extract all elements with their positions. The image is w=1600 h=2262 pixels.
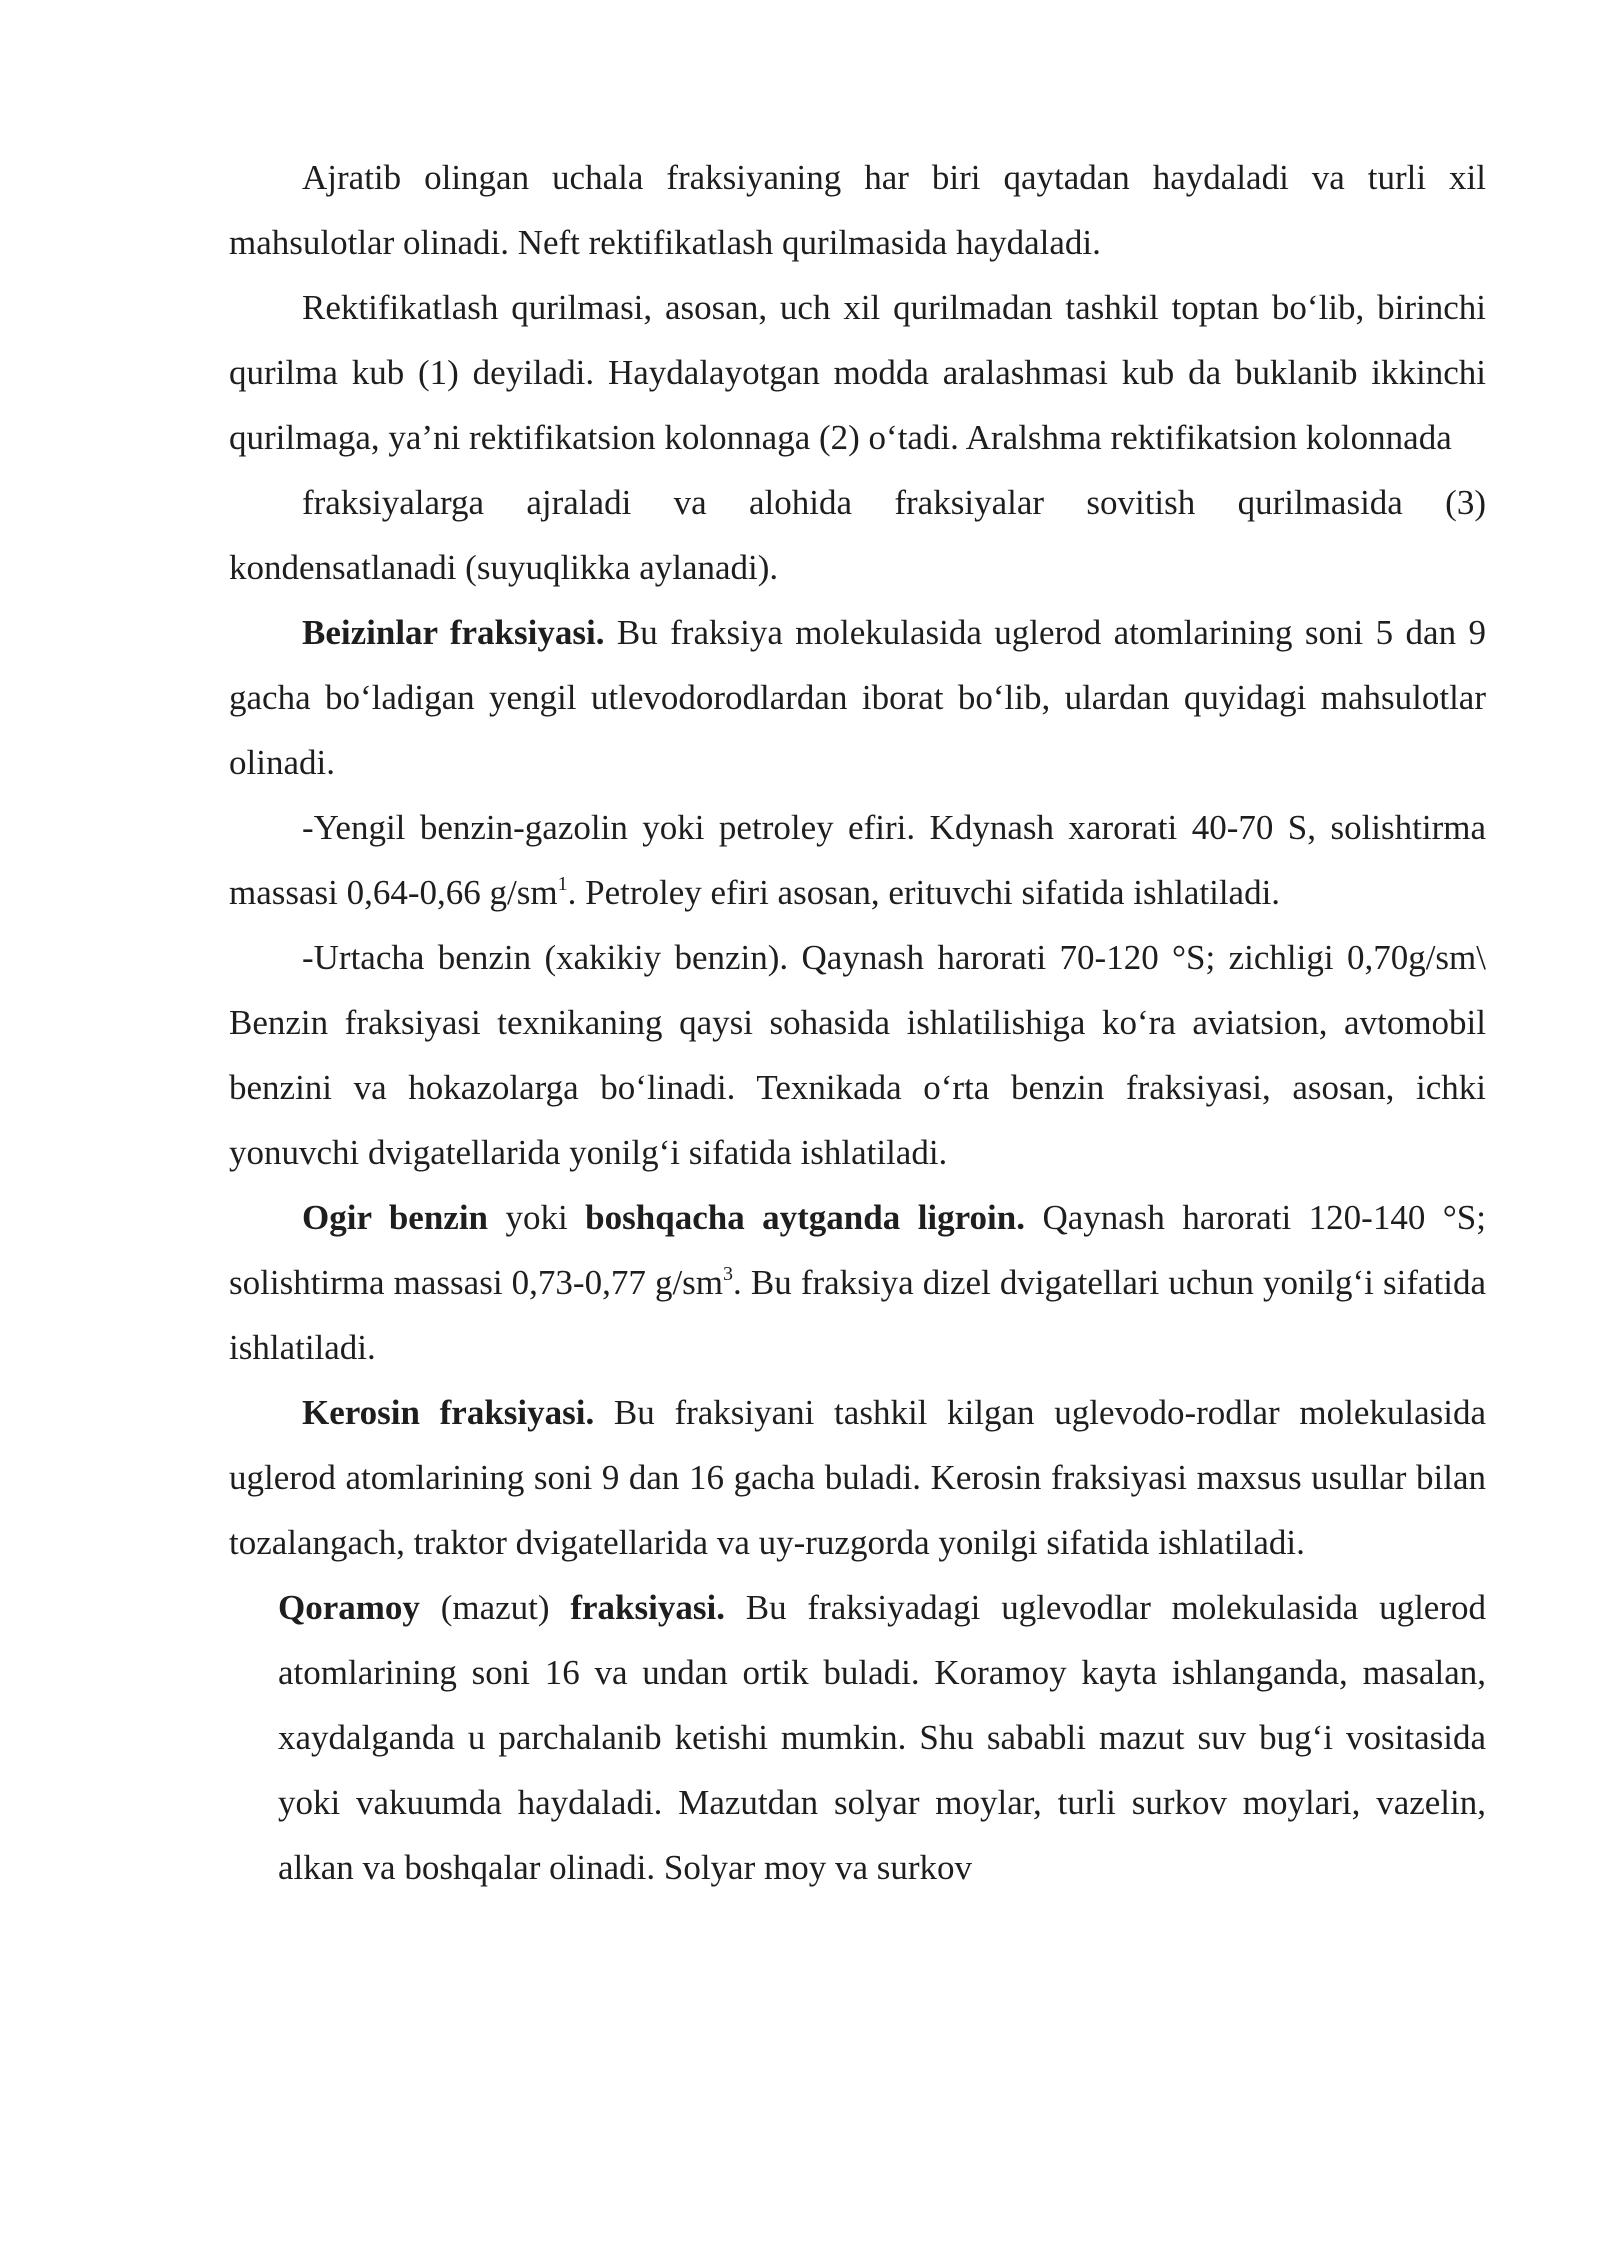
paragraph-light-benzine <box>229 795 1486 925</box>
paragraph-text: Ajratib olingan uchala fraksiyaning har biri qaytadan haydaladi va turli xil mahsulotlar olinadi. Neft rektifikatlash qurilmasida haydaladi. <box>229 158 1486 262</box>
superscript: 3 <box>723 1263 734 1285</box>
paragraph-text: yoki <box>488 1198 586 1237</box>
paragraph-text: . Petroley efiri asosan, erituvchi sifatida ishlatiladi. <box>567 873 1281 912</box>
term-heading: Qoramoy <box>278 1588 420 1627</box>
paragraph-mazut-fraction <box>278 1575 1486 1900</box>
paragraph-fractions-intro <box>229 145 1486 275</box>
document-body <box>229 145 1486 1900</box>
paragraph-text: -Urtacha benzin (xakikiy benzin). Qaynash harorati 70-120 °S; zichligi 0,70g/sm\ Benzin fraksiyasi texnikaning qaysi sohasida ishlatilishiga ko‘ra aviatsion, avtomobil benzini va hokazolarga bo‘linadi. Texnikada o‘rta benzin fraksiyasi, asosan, ichki yonuvchi dvigatellarida yonilg‘i sifatida ishlatiladi. <box>229 938 1486 1172</box>
paragraph-rectification-unit <box>229 275 1486 470</box>
paragraph-text: Bu fraksiyani tashkil kilgan uglevodo-rodlar molekulasida uglerod atomlarining soni 9 dan 16 gacha buladi. Kerosin fraksiyasi maxsus usullar bilan tozalangach, traktor dvigatellarida va uy-ruzgorda yonilgi sifatida ishlatiladi. <box>229 1393 1486 1562</box>
paragraph-medium-benzine <box>229 925 1486 1185</box>
term-heading: Ogir benzin <box>302 1198 489 1237</box>
paragraph-text: Rektifikatlash qurilmasi, asosan, uch xil qurilmadan tashkil toptan bo‘lib, birinchi qurilma kub (1) deyiladi. Haydalayotgan modda aralashmasi kub da buklanib ikkinchi qurilmaga, ya’ni rektifikatsion kolonnaga (2) o‘tadi. Aralshma rektifikatsion kolonnada <box>229 288 1486 457</box>
term-heading: Beizinlar fraksiyasi. <box>302 613 605 652</box>
paragraph-heavy-benzine <box>229 1185 1486 1380</box>
term-heading: Kerosin fraksiyasi. <box>302 1393 595 1432</box>
paragraph-text: . Bu fraksiya dizel dvigatellari uchun yonilg‘i sifatida ishlatiladi. <box>229 1263 1486 1367</box>
term-heading: boshqacha aytganda ligroin. <box>585 1198 1025 1237</box>
paragraph-text: -Yengil benzin-gazolin yoki petroley efiri. Kdynash xarorati 40-70 S, solishtirma massasi 0,64-0,66 g/sm <box>229 808 1486 912</box>
term-heading: fraksiyasi. <box>570 1588 725 1627</box>
superscript: 1 <box>557 873 568 895</box>
paragraph-text: Bu fraksiya molekulasida uglerod atomlarining soni 5 dan 9 gacha bo‘ladigan yengil utlevodorodlardan iborat bo‘lib, ulardan quyidagi mahsulotlar olinadi. <box>229 613 1486 782</box>
paragraph-text: Qaynash harorati 120-140 °S; solishtirma massasi 0,73-0,77 g/sm <box>229 1198 1486 1302</box>
paragraph-text: Bu fraksiyadagi uglevodlar molekulasida uglerod atomlarining soni 16 va undan ortik buladi. Koramoy kayta ishlanganda, masalan, xaydalganda u parchalanib ketishi mumkin. Shu sababli mazut suv bug‘i vositasida yoki vakuumda haydaladi. Mazutdan solyar moylar, turli surkov moylari, vazelin, alkan va boshqalar olinadi. Solyar moy va surkov <box>278 1588 1487 1887</box>
paragraph-kerosene-fraction <box>229 1380 1486 1575</box>
paragraph-text: fraksiyalarga ajraladi va alohida fraksiyalar sovitish qurilmasida (3) kondensatlanadi (suyuqlikka aylanadi). <box>229 483 1486 587</box>
paragraph-benzine-fraction <box>229 600 1486 795</box>
paragraph-condensation <box>229 470 1486 600</box>
paragraph-text: (mazut) <box>419 1588 571 1627</box>
